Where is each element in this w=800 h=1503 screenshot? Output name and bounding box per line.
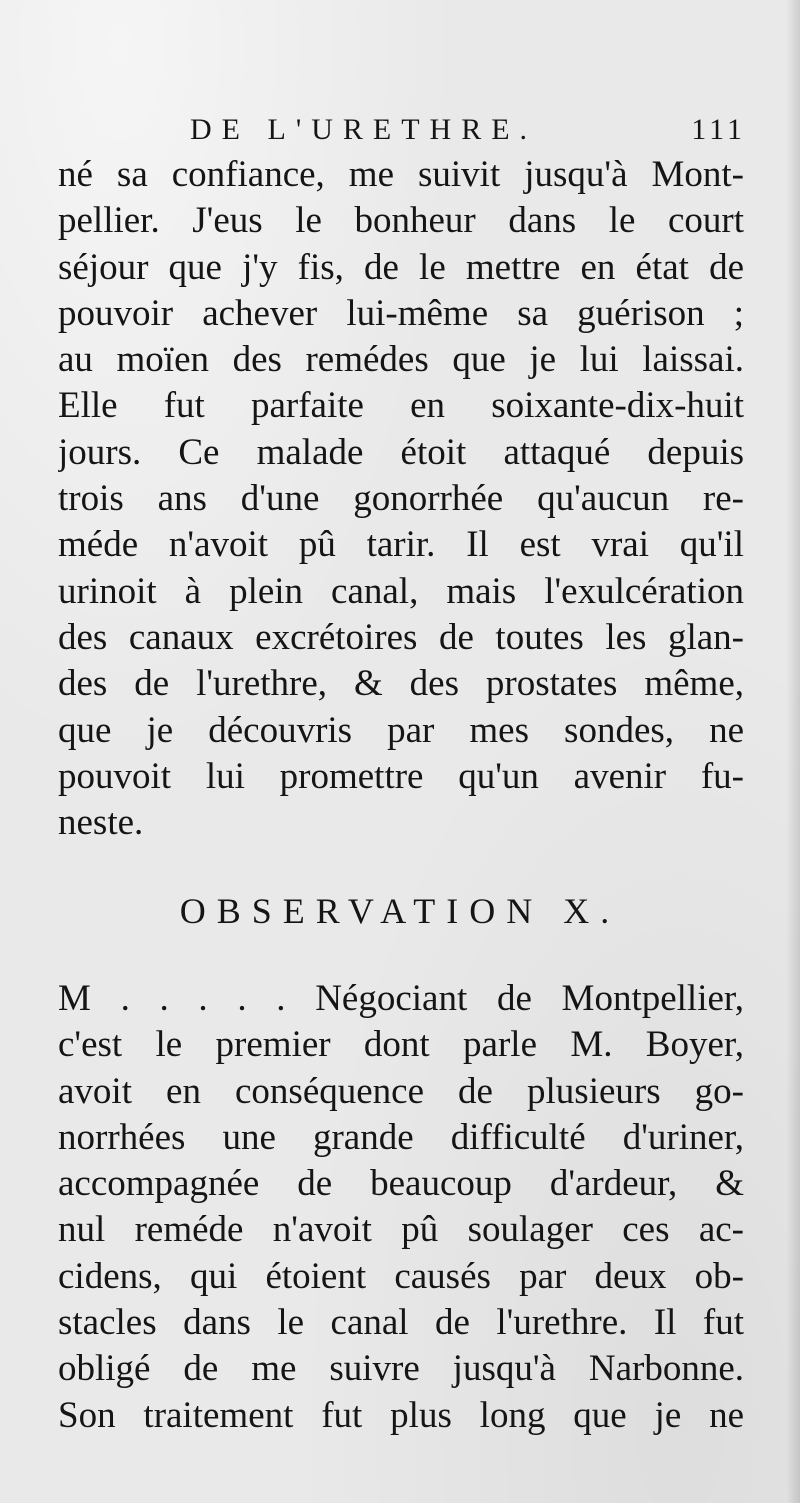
running-title: DE L'URETHRE. <box>190 113 538 146</box>
text-line: c'est le premier dont parle M. Boyer, <box>58 1024 744 1066</box>
section-heading: OBSERVATION X. <box>179 891 621 931</box>
text-line: neste. <box>58 802 144 844</box>
text-line: stacles dans le canal de l'urethre. Il fut <box>58 1302 744 1344</box>
page-edge-shadow <box>786 0 800 1503</box>
text-line: Elle fut parfaite en soixante-dix-huit <box>58 385 744 427</box>
text-line: pouvoir achever lui-même sa guérison ; <box>58 292 744 334</box>
paragraph-continuation <box>58 152 744 846</box>
page-number: 111 <box>691 113 746 146</box>
text-line: né sa confiance, me suivit jusqu'à Mont- <box>58 154 744 195</box>
text-line: Son traitement fut plus long que je ne <box>58 1394 744 1436</box>
text-line: urinoit à plein canal, mais l'exulcération <box>58 570 744 612</box>
text-line: nul reméde n'avoit pû soulager ces ac- <box>58 1209 744 1251</box>
text-line: séjour que j'y fis, de le mettre en état de <box>58 246 744 288</box>
text-line: méde n'avoit pû tarir. Il est vrai qu'il <box>58 524 744 566</box>
text-line: avoit en conséquence de plusieurs go- <box>58 1070 744 1112</box>
text-line: trois ans d'une gonorrhée qu'aucun re- <box>58 478 744 520</box>
text-line: au moïen des remédes que je lui laissai. <box>58 339 744 381</box>
text-line: M . . . . . Négociant de Montpellier, <box>58 978 744 1019</box>
running-head <box>190 108 746 152</box>
text-line: accompagnée de beaucoup d'ardeur, & <box>58 1163 744 1205</box>
paragraph-observation <box>58 976 744 1439</box>
text-line: pouvoit lui promettre qu'un avenir fu- <box>58 755 744 797</box>
text-line: pellier. J'eus le bonheur dans le court <box>58 200 744 242</box>
text-line: des de l'urethre, & des prostates même, <box>58 663 744 705</box>
text-line: jours. Ce malade étoit attaqué depuis <box>58 431 744 473</box>
text-line: des canaux excrétoires de toutes les glan- <box>58 616 744 658</box>
text-line: obligé de me suivre jusqu'à Narbonne. <box>58 1348 744 1390</box>
text-line: cidens, qui étoient causés par deux ob- <box>58 1255 744 1297</box>
text-line: que je découvris par mes sondes, ne <box>58 709 744 751</box>
text-line: norrhées une grande difficulté d'uriner, <box>58 1116 744 1158</box>
